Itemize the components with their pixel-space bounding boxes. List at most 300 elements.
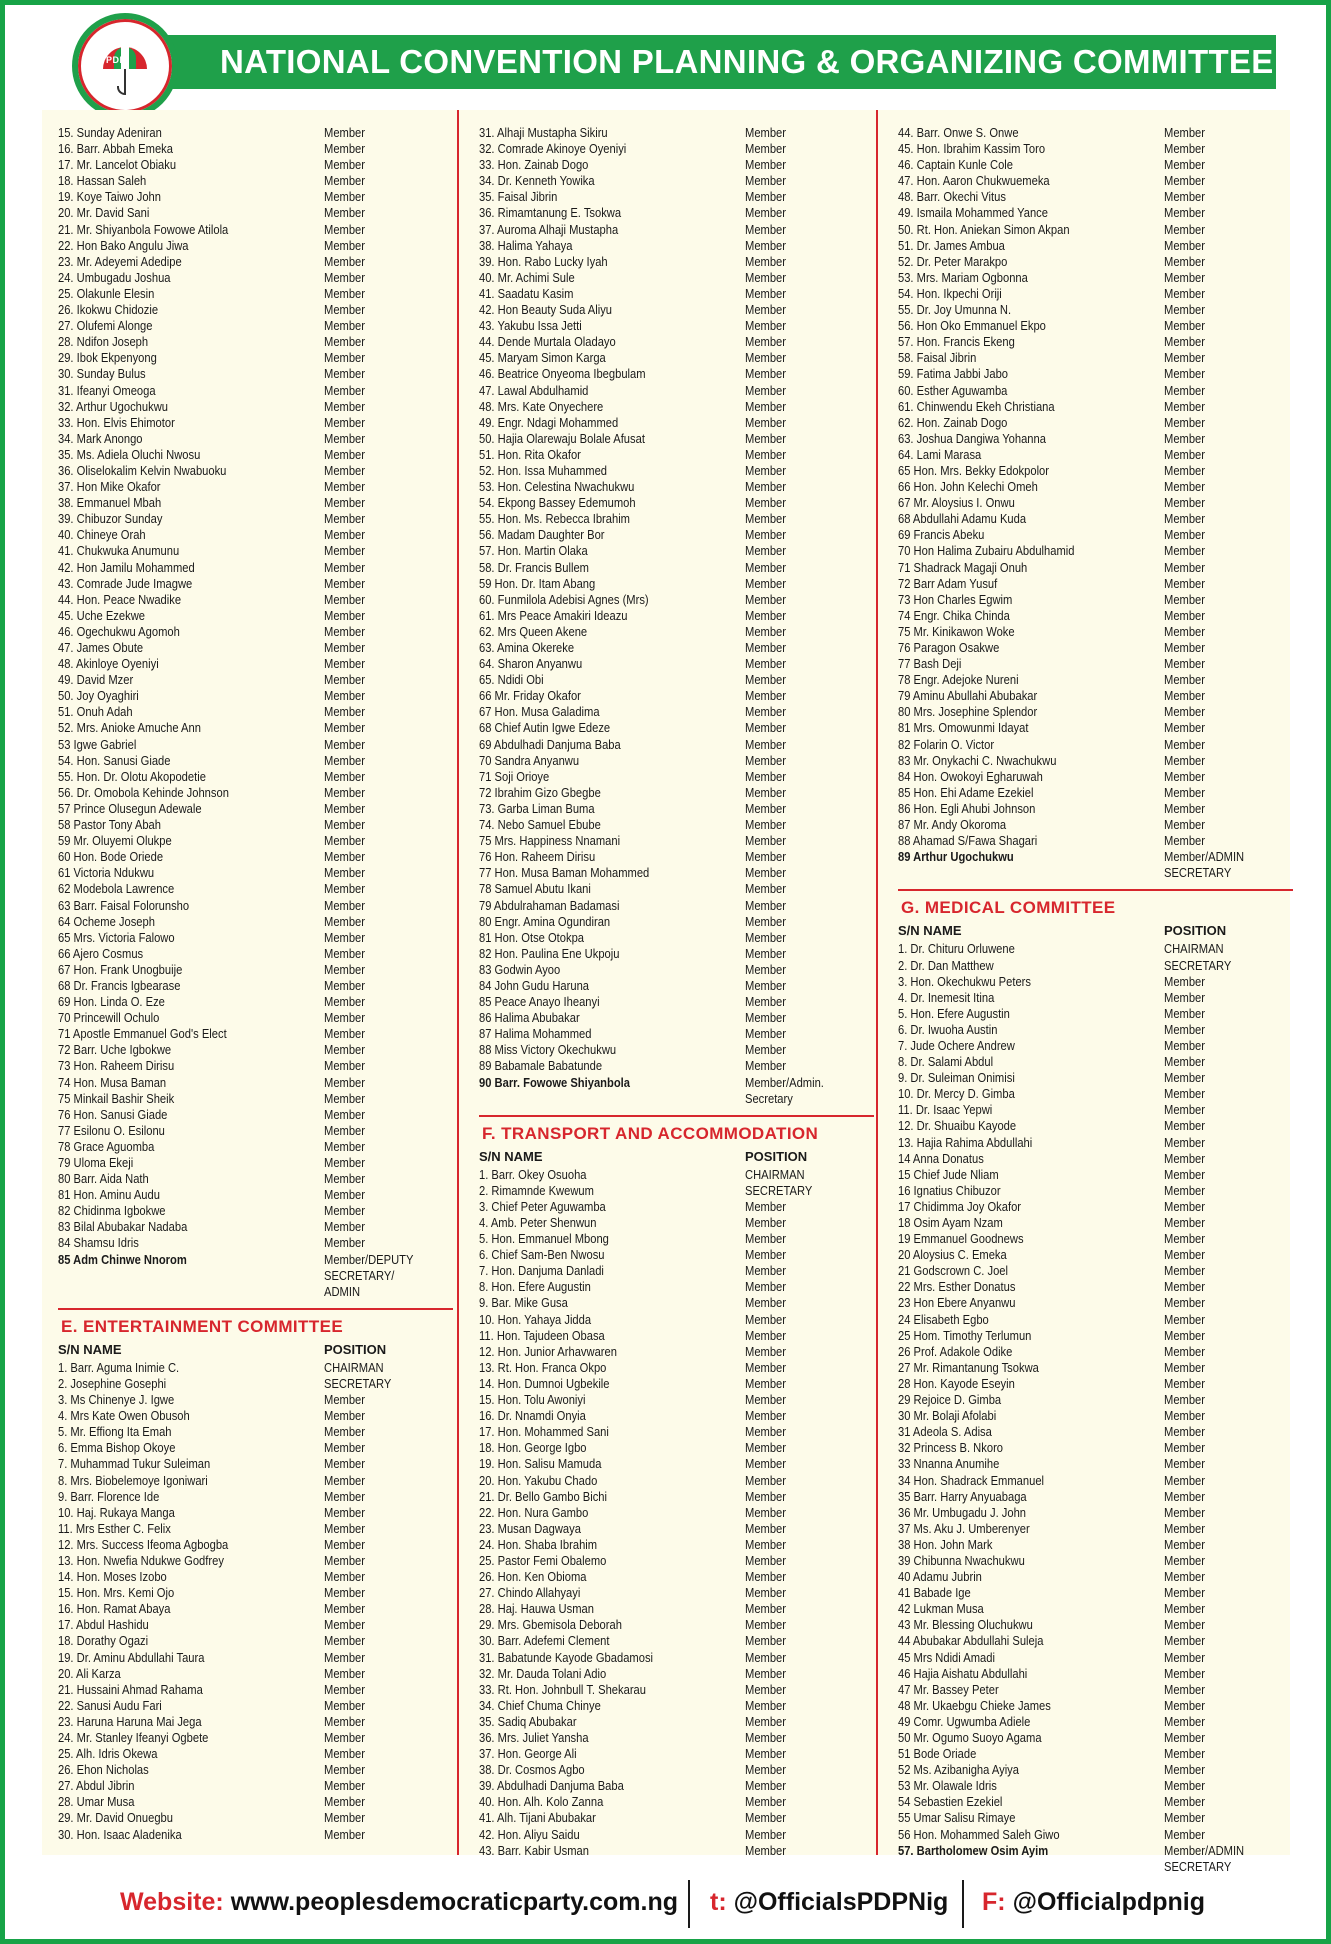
list-item <box>479 479 874 495</box>
member-name: 82 Chidinma Igbokwe <box>58 1203 166 1219</box>
list-item <box>479 898 874 914</box>
member-position: Member <box>324 1219 366 1235</box>
member-name: 19. Dr. Aminu Abdullahi Taura <box>58 1649 205 1665</box>
list-item <box>898 1666 1293 1682</box>
list-item <box>479 994 874 1010</box>
member-position: Member <box>745 1730 787 1745</box>
list-item <box>898 1730 1293 1746</box>
member-position: Member <box>324 656 366 672</box>
list-item <box>58 1730 453 1746</box>
list-item <box>58 704 453 720</box>
member-position: Member <box>324 269 366 285</box>
member-position: Member <box>324 1171 366 1187</box>
member-name: 62. Mrs Queen Akene <box>479 623 588 639</box>
name-column-header: S/N NAME <box>898 923 962 939</box>
member-position: Member <box>324 1794 366 1810</box>
member-position: Member <box>1164 366 1206 382</box>
member-name: 15 Chief Jude Nliam <box>898 1166 999 1182</box>
list-item <box>898 1456 1293 1472</box>
member-name: 85 Peace Anayo Iheanyi <box>479 994 600 1010</box>
list-item <box>58 222 453 238</box>
member-name: 64. Sharon Anyanwu <box>479 656 583 672</box>
member-name: 45. Maryam Simon Karga <box>479 350 606 366</box>
list-item <box>479 1408 874 1424</box>
member-position: Member/DEPUTY SECRETARY/ ADMIN <box>324 1251 414 1299</box>
member-name: 76 Hon. Sanusi Giade <box>58 1106 168 1122</box>
member-position: Member <box>324 1633 366 1649</box>
member-name: 41. Alh. Tijani Abubakar <box>479 1810 596 1826</box>
member-name: 75 Mrs. Happiness Nnamani <box>479 833 621 849</box>
list-item <box>58 737 453 753</box>
member-position: Member <box>745 1295 787 1311</box>
member-position: Member <box>324 350 366 366</box>
member-position: Member <box>1164 1311 1206 1327</box>
member-position: Member <box>1164 1730 1206 1745</box>
member-position: Member <box>324 1122 366 1138</box>
member-name: 1. Barr. Aguma Inimie C. <box>58 1359 180 1375</box>
member-name: 14. Hon. Dumnoi Ugbekile <box>479 1375 610 1391</box>
list-item <box>58 141 453 157</box>
member-position: Member <box>745 1263 787 1279</box>
member-name: 62. Hon. Zainab Dogo <box>898 414 1008 430</box>
member-name: 43. Yakubu Issa Jetti <box>479 318 582 334</box>
member-name: 28 Hon. Kayode Eseyin <box>898 1375 1015 1391</box>
member-name: 46. Ogechukwu Agomoh <box>58 623 180 639</box>
member-position: Member <box>324 768 366 784</box>
member-name: 68 Abdullahi Adamu Kuda <box>898 511 1027 527</box>
member-name: 18 Osim Ayam Nzam <box>898 1215 1003 1230</box>
list-item <box>898 334 1293 350</box>
member-position: Member <box>324 559 366 575</box>
member-name: 85 Adm Chinwe Nnorom <box>58 1251 187 1267</box>
list-item <box>898 1392 1293 1408</box>
list-item <box>479 1601 874 1617</box>
list-item <box>58 302 453 318</box>
member-name: 16. Hon. Ramat Abaya <box>58 1601 171 1617</box>
member-name: 79 Aminu Abullahi Abubakar <box>898 688 1038 704</box>
member-position: Member <box>324 1601 366 1617</box>
list-item <box>58 769 453 785</box>
footer-website[interactable] <box>120 1880 678 1932</box>
member-name: 52. Dr. Peter Marakpo <box>898 253 1008 269</box>
list-item <box>898 527 1293 543</box>
member-name: 16 Ignatius Chibuzor <box>898 1182 1001 1198</box>
member-name: 43. Barr. Kabir Usman <box>479 1842 589 1858</box>
list-item <box>479 801 874 817</box>
list-item <box>479 238 874 254</box>
member-name: 22. Sanusi Audu Fari <box>58 1697 162 1713</box>
member-position: Member <box>1164 1215 1206 1230</box>
list-item <box>479 1231 874 1247</box>
list-item <box>58 1682 453 1698</box>
list-item <box>479 1827 874 1843</box>
member-name: 30. Barr. Adefemi Clement <box>479 1633 610 1649</box>
member-position: Member <box>324 543 366 559</box>
member-name: 12. Dr. Shuaibu Kayode <box>898 1118 1017 1134</box>
member-position: Member <box>745 462 787 478</box>
member-position: Member <box>1164 1231 1206 1247</box>
member-position: Member <box>324 945 366 961</box>
list-item <box>898 205 1293 221</box>
member-position: Member <box>1164 1375 1206 1391</box>
member-position: Member <box>324 1762 366 1778</box>
list-item <box>479 270 874 286</box>
member-name: 42. Hon Jamilu Mohammed <box>58 559 195 575</box>
member-position: Member <box>324 302 366 318</box>
member-name: 84 Shamsu Idris <box>58 1235 139 1251</box>
member-position: Member <box>1164 237 1206 253</box>
member-name: 59 Hon. Dr. Itam Abang <box>479 575 596 591</box>
member-position: Member <box>324 157 366 173</box>
member-position: Member <box>324 173 366 189</box>
list-item <box>479 1042 874 1058</box>
member-name: 69 Hon. Linda O. Eze <box>58 994 165 1010</box>
member-name: 20 Aloysius C. Emeka <box>898 1247 1007 1263</box>
member-name: 12. Hon. Junior Arhavwaren <box>479 1343 617 1359</box>
member-name: 67 Mr. Aloysius I. Onwu <box>898 495 1015 511</box>
member-position: Member <box>1164 1520 1206 1536</box>
list-item <box>898 990 1293 1006</box>
list-item <box>479 1215 874 1231</box>
section-header <box>898 923 1293 941</box>
member-position: Member <box>1164 1070 1206 1086</box>
member-position: Member <box>324 591 366 607</box>
member-position: Member <box>745 1633 787 1649</box>
list-item <box>58 1107 453 1123</box>
member-position: Member <box>745 559 787 575</box>
list-item <box>898 1843 1293 1875</box>
member-name: 23. Musan Dagwaya <box>479 1520 581 1536</box>
member-name: 44. Dende Murtala Oladayo <box>479 334 616 350</box>
member-name: 47. Hon. Aaron Chukwuemeka <box>898 173 1050 189</box>
member-position: Member <box>745 1198 787 1214</box>
member-name: 16. Dr. Nnamdi Onyia <box>479 1408 586 1424</box>
member-name: 10. Hon. Yahaya Jidda <box>479 1311 592 1327</box>
list-item <box>898 785 1293 801</box>
member-name: 69 Abdulhadi Danjuma Baba <box>479 736 621 752</box>
member-position: Member <box>324 1155 366 1170</box>
member-name: 9. Bar. Mike Gusa <box>479 1295 568 1311</box>
member-position: Member <box>745 945 787 961</box>
member-position: Member <box>324 398 366 414</box>
list-item <box>898 849 1293 881</box>
list-item <box>58 720 453 736</box>
list-item <box>479 881 874 897</box>
member-position: Member <box>324 1074 366 1090</box>
member-position: Member <box>324 1042 366 1058</box>
list-item <box>58 1440 453 1456</box>
list-item <box>58 994 453 1010</box>
member-name: 55. Hon. Dr. Olotu Akopodetie <box>58 768 206 784</box>
member-position: Member <box>324 1746 366 1762</box>
member-name: 1. Dr. Chituru Orluwene <box>898 941 1015 957</box>
list-item <box>898 1778 1293 1794</box>
member-name: 37. Hon Mike Okafor <box>58 479 161 495</box>
member-name: 42. Hon. Aliyu Saidu <box>479 1826 580 1842</box>
member-position: Member <box>1164 559 1206 575</box>
member-name: 11. Dr. Isaac Yepwi <box>898 1102 993 1118</box>
member-position: Member <box>1164 1037 1206 1053</box>
footer-twitter[interactable] <box>710 1880 948 1932</box>
list-item <box>898 1263 1293 1279</box>
list-item <box>898 1617 1293 1633</box>
member-name: 53 Igwe Gabriel <box>58 736 137 752</box>
member-name: 26 Prof. Adakole Odike <box>898 1343 1013 1359</box>
member-name: 35. Sadiq Abubakar <box>479 1713 577 1729</box>
list-item <box>898 560 1293 576</box>
section-title <box>479 1115 874 1149</box>
member-name: 24. Mr. Stanley Ifeanyi Ogbete <box>58 1730 209 1746</box>
member-name: 74. Nebo Samuel Ebube <box>479 817 601 833</box>
member-name: 17. Abdul Hashidu <box>58 1617 149 1633</box>
member-name: 61 Victoria Ndukwu <box>58 865 155 881</box>
list-item <box>898 1167 1293 1183</box>
member-position: Member <box>1164 736 1206 752</box>
member-name: 36. Rimamtanung E. Tsokwa <box>479 205 622 221</box>
member-name: 17. Hon. Mohammed Sani <box>479 1424 609 1440</box>
member-position: Member <box>745 1215 787 1230</box>
member-name: 31. Alhaji Mustapha Sikiru <box>479 125 608 140</box>
member-name: 72 Ibrahim Gizo Gbegbe <box>479 784 601 800</box>
section-title-text: G. MEDICAL COMMITTEE <box>901 898 1116 918</box>
member-name: 4. Mrs Kate Owen Obusoh <box>58 1408 190 1424</box>
member-name: 23. Haruna Haruna Mai Jega <box>58 1713 202 1729</box>
website-label: Website: <box>120 1888 224 1916</box>
section-title <box>898 889 1293 923</box>
member-position: Member <box>745 1359 787 1375</box>
list-item <box>58 1026 453 1042</box>
list-item <box>898 1247 1293 1263</box>
member-position: Member <box>324 1488 366 1504</box>
member-name: 53. Hon. Celestina Nwachukwu <box>479 479 635 495</box>
list-item <box>58 366 453 382</box>
list-item <box>898 1006 1293 1022</box>
list-item <box>479 978 874 994</box>
list-item <box>479 688 874 704</box>
member-name: 37. Auroma Alhaji Mustapha <box>479 221 619 237</box>
member-position: Member <box>324 1203 366 1219</box>
member-position: Member <box>324 1408 366 1424</box>
member-position: Member <box>324 1058 366 1074</box>
list-item <box>898 1521 1293 1537</box>
member-name: 60. Esther Aguwamba <box>898 382 1008 398</box>
member-position: Member <box>324 961 366 977</box>
member-position: Member/ADMIN SECRETARY <box>1164 1842 1245 1874</box>
member-name: 6. Emma Bishop Okoye <box>58 1440 176 1456</box>
footer <box>42 1880 1290 1932</box>
member-position: Member <box>1164 1794 1206 1810</box>
member-position: Member <box>1164 1118 1206 1134</box>
member-name: 29 Rejoice D. Gimba <box>898 1392 1002 1408</box>
list-item <box>58 881 453 897</box>
list-item <box>479 737 874 753</box>
member-position: Member <box>324 1778 366 1794</box>
list-item <box>479 914 874 930</box>
member-name: 22. Hon Bako Angulu Jiwa <box>58 237 189 253</box>
member-name: 78 Grace Aguomba <box>58 1138 155 1154</box>
list-item <box>898 1183 1293 1199</box>
list-item <box>58 1537 453 1553</box>
list-item <box>898 974 1293 990</box>
member-name: 58. Dr. Francis Bullem <box>479 559 589 575</box>
member-position: Member <box>1164 414 1206 430</box>
member-name: 26. Ehon Nicholas <box>58 1762 149 1778</box>
list-item <box>58 1376 453 1392</box>
member-name: 22. Hon. Nura Gambo <box>479 1504 589 1520</box>
member-position: Member <box>1164 1021 1206 1037</box>
member-name: 27. Abdul Jibrin <box>58 1778 135 1794</box>
member-position: Member <box>324 1187 366 1203</box>
list-item <box>479 849 874 865</box>
list-item <box>898 1199 1293 1215</box>
member-position: Member <box>324 1026 366 1042</box>
member-name: 83 Bilal Abubakar Nadaba <box>58 1219 188 1235</box>
list-item <box>898 1118 1293 1134</box>
member-name: 78 Engr. Adejoke Nureni <box>898 672 1019 688</box>
list-item <box>58 415 453 431</box>
member-name: 21. Dr. Bello Gambo Bichi <box>479 1488 608 1504</box>
list-item <box>898 704 1293 720</box>
list-item <box>479 1778 874 1794</box>
member-position: Member <box>1164 1456 1206 1472</box>
member-position: SECRETARY <box>745 1182 813 1198</box>
list-item <box>58 463 453 479</box>
member-position: Member <box>745 511 787 527</box>
member-name: 13. Hajia Rahima Abdullahi <box>898 1134 1033 1150</box>
list-item <box>58 318 453 334</box>
member-position: Member <box>324 575 366 591</box>
list-item <box>479 865 874 881</box>
member-position: Member <box>1164 704 1206 720</box>
member-position: Member <box>324 237 366 253</box>
member-name: 21. Mr. Shiyanbola Fowowe Atilola <box>58 221 229 237</box>
list-item <box>58 576 453 592</box>
member-name: 56. Hon Oko Emmanuel Ekpo <box>898 318 1046 334</box>
member-name: 87 Mr. Andy Okoroma <box>898 817 1007 833</box>
member-name: 15. Hon. Tolu Awoniyi <box>479 1392 586 1408</box>
member-position: Member <box>324 1138 366 1154</box>
member-name: 36. Mrs. Juliet Yansha <box>479 1730 589 1745</box>
list-item <box>479 189 874 205</box>
list-item <box>479 1810 874 1826</box>
list-item <box>58 962 453 978</box>
list-item <box>898 1424 1293 1440</box>
member-position: Member <box>324 1810 366 1826</box>
list-item <box>58 849 453 865</box>
member-position: Member <box>745 672 787 688</box>
member-position: Member <box>324 1681 366 1697</box>
list-item <box>58 624 453 640</box>
member-name: 2. Josephine Gosephi <box>58 1375 167 1391</box>
pdp-logo <box>72 13 178 119</box>
member-position: Member <box>745 318 787 334</box>
member-name: 43. Comrade Jude Imagwe <box>58 575 193 591</box>
list-item <box>898 1135 1293 1151</box>
member-position: Member <box>745 1375 787 1391</box>
member-name: 38. Halima Yahaya <box>479 237 573 253</box>
member-position: Member <box>745 833 787 849</box>
member-name: 66 Hon. John Kelechi Omeh <box>898 479 1038 495</box>
list-item <box>58 914 453 930</box>
member-position: Member <box>1164 623 1206 639</box>
member-position: Member <box>324 833 366 849</box>
member-name: 66 Mr. Friday Okafor <box>479 688 581 704</box>
list-item <box>58 157 453 173</box>
member-position: Member <box>324 994 366 1010</box>
member-name: 45 Mrs Ndidi Amadi <box>898 1649 995 1665</box>
member-name: 51 Bode Oriade <box>898 1746 977 1762</box>
list-item <box>58 1778 453 1794</box>
member-position: Member <box>324 1536 366 1552</box>
member-name: 70 Sandra Anyanwu <box>479 752 580 768</box>
member-name: 14 Anna Donatus <box>898 1150 984 1166</box>
list-item <box>479 769 874 785</box>
list-item <box>898 543 1293 559</box>
list-item <box>479 1633 874 1649</box>
member-position: Member <box>745 1456 787 1472</box>
list-item <box>58 254 453 270</box>
member-name: 50. Joy Oyaghiri <box>58 688 139 704</box>
list-item <box>58 527 453 543</box>
member-position: Member <box>745 1697 787 1713</box>
member-name: 35. Ms. Adiela Oluchi Nwosu <box>58 446 201 462</box>
member-position: Member <box>745 768 787 784</box>
list-item <box>479 205 874 221</box>
member-name: 70 Hon Halima Zubairu Abdulhamid <box>898 543 1075 559</box>
member-name: 90 Barr. Fowowe Shiyanbola <box>479 1074 630 1090</box>
member-position: Member <box>745 1408 787 1424</box>
member-position: Member <box>1164 1826 1206 1842</box>
member-position: Member <box>1164 334 1206 350</box>
list-item <box>58 1810 453 1826</box>
member-name: 7. Jude Ochere Andrew <box>898 1037 1015 1053</box>
footer-facebook[interactable] <box>982 1880 1205 1932</box>
member-position: Member <box>1164 1681 1206 1697</box>
member-position: Member <box>324 479 366 495</box>
column-1 <box>58 125 453 1843</box>
section-title-text: E. ENTERTAINMENT COMMITTEE <box>61 1316 344 1336</box>
member-name: 88 Ahamad S/Fawa Shagari <box>898 833 1038 849</box>
member-position: Member <box>1164 1005 1206 1021</box>
member-name: 77 Esilonu O. Esilonu <box>58 1122 165 1138</box>
member-name: 8. Mrs. Biobelemoye Igoniwari <box>58 1472 208 1488</box>
list-item <box>479 302 874 318</box>
list-item <box>898 1102 1293 1118</box>
list-item <box>58 1187 453 1203</box>
member-name: 79 Uloma Ekeji <box>58 1155 134 1170</box>
member-name: 31. Babatunde Kayode Gbadamosi <box>479 1649 654 1665</box>
member-name: 29. Ibok Ekpenyong <box>58 350 157 366</box>
member-name: 59. Fatima Jabbi Jabo <box>898 366 1008 382</box>
list-item <box>898 1328 1293 1344</box>
list-item <box>58 1252 453 1300</box>
member-name: 52. Hon. Issa Muhammed <box>479 462 608 478</box>
member-name: 20. Ali Karza <box>58 1665 121 1681</box>
member-position: Member <box>745 269 787 285</box>
member-name: 81 Hon. Otse Otokpa <box>479 929 585 945</box>
member-position: Member <box>1164 1810 1206 1826</box>
list-item <box>479 704 874 720</box>
member-name: 60. Funmilola Adebisi Agnes (Mrs) <box>479 591 649 607</box>
list-item <box>58 1360 453 1376</box>
member-position: Member <box>745 1746 787 1762</box>
member-name: 15. Hon. Mrs. Kemi Ojo <box>58 1585 175 1601</box>
member-position: Member <box>324 704 366 720</box>
member-name: 80 Engr. Amina Ogundiran <box>479 913 611 929</box>
member-position: Member <box>1164 1343 1206 1359</box>
list-item <box>479 1183 874 1199</box>
member-position: Member <box>324 607 366 623</box>
